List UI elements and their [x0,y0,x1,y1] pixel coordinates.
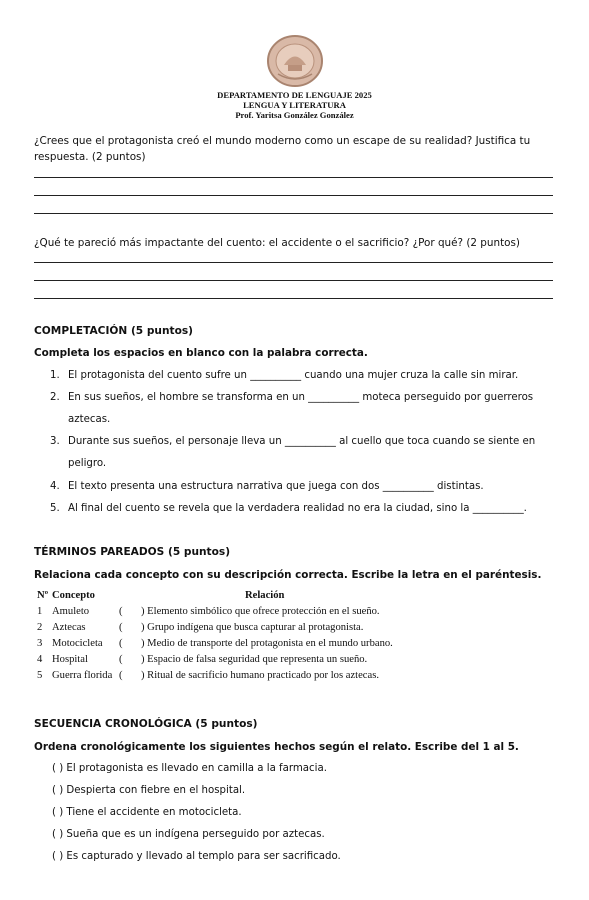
row-concept: Hospital [52,654,88,665]
matching-instruction: Relaciona cada concepto con su descripción correcta. Escribe la letra en el paréntesis. [34,569,542,581]
row-number: 1 [37,606,43,617]
item-text: Al final del cuento se revela que la verdadera realidad no era la ciudad, sino la __________. [68,503,527,514]
open-question-1: ¿Crees que el protagonista creó el mundo moderno como un escape de su realidad? Justifica tu respuesta. (2 puntos) [34,135,531,163]
answer-parenthesis: ( [119,622,123,633]
answer-parenthesis: ( [119,638,123,649]
sequence-item: ( ) Sueña que es un indígena perseguido por aztecas. [52,829,325,840]
sequence-item: ( ) El protagonista es llevado en camilla a la farmacia. [52,763,327,774]
row-number: 4 [37,654,43,665]
matching-title: TÉRMINOS PAREADOS (5 puntos) [34,546,231,558]
row-concept: Aztecas [52,622,86,633]
table-header-row [37,590,557,606]
department-heading: DEPARTAMENTO DE LENGUAJE 2025 [217,90,372,100]
matching-table [37,590,557,686]
subject-heading: LENGUA Y LITERATURA [243,100,346,110]
item-text: El protagonista del cuento sufre un __________ cuando una mujer cruza la calle sin mirar. [68,370,519,381]
answer-parenthesis: ( [119,606,123,617]
header-concept: Concepto [52,590,95,601]
row-relation: ) Espacio de falsa seguridad que representa un sueño. [141,654,368,665]
row-number: 3 [37,638,43,649]
sequence-title: SECUENCIA CRONOLÓGICA (5 puntos) [34,718,258,730]
answer-line [34,280,553,281]
item-text: En sus sueños, el hombre se transforma en un __________ moteca perseguido por guerreros aztecas. [68,392,534,425]
header-relation: Relación [245,590,285,601]
sequence-item: ( ) Tiene el accidente en motocicleta. [52,807,242,818]
answer-line [34,213,553,214]
row-relation: ) Elemento simbólico que ofrece protección en el sueño. [141,606,380,617]
row-concept: Guerra florida [52,670,113,681]
table-row [37,638,557,654]
row-relation: ) Ritual de sacrificio humano practicado por los aztecas. [141,670,379,681]
row-relation: ) Grupo indígena que busca capturar al protagonista. [141,622,364,633]
completion-title: COMPLETACIÓN (5 puntos) [34,325,194,337]
table-row [37,654,557,670]
table-row [37,622,557,638]
sequence-item: ( ) Es capturado y llevado al templo para ser sacrificado. [52,851,341,862]
answer-line [34,177,553,178]
answer-parenthesis: ( [119,670,123,681]
item-text: Durante sus sueños, el personaje lleva un __________ al cuello que toca cuando se siente en peligro. [68,436,536,469]
school-seal-logo [264,34,326,88]
open-question-2: ¿Qué te pareció más impactante del cuento: el accidente o el sacrificio? ¿Por qué? (2 puntos) [34,237,520,249]
teacher-name: Prof. Yaritsa González González [235,110,354,120]
answer-line [34,298,553,299]
item-text: El texto presenta una estructura narrativa que juega con dos __________ distintas. [68,481,484,492]
item-number: 4. [50,481,60,492]
sequence-item: ( ) Despierta con fiebre en el hospital. [52,785,246,796]
table-row [37,606,557,622]
row-number: 2 [37,622,43,633]
row-concept: Amuleto [52,606,90,617]
row-relation: ) Medio de transporte del protagonista en el mundo urbano. [141,638,393,649]
row-number: 5 [37,670,43,681]
answer-line [34,195,553,196]
answer-line [34,262,553,263]
item-number: 3. [50,436,60,447]
table-row [37,670,557,686]
item-number: 1. [50,370,60,381]
item-number: 5. [50,503,60,514]
row-concept: Motocicleta [52,638,103,649]
answer-parenthesis: ( [119,654,123,665]
header-number: Nº [37,590,49,601]
item-number: 2. [50,392,60,403]
completion-instruction: Completa los espacios en blanco con la palabra correcta. [34,347,368,359]
sequence-instruction: Ordena cronológicamente los siguientes hechos según el relato. Escribe del 1 al 5. [34,741,519,753]
